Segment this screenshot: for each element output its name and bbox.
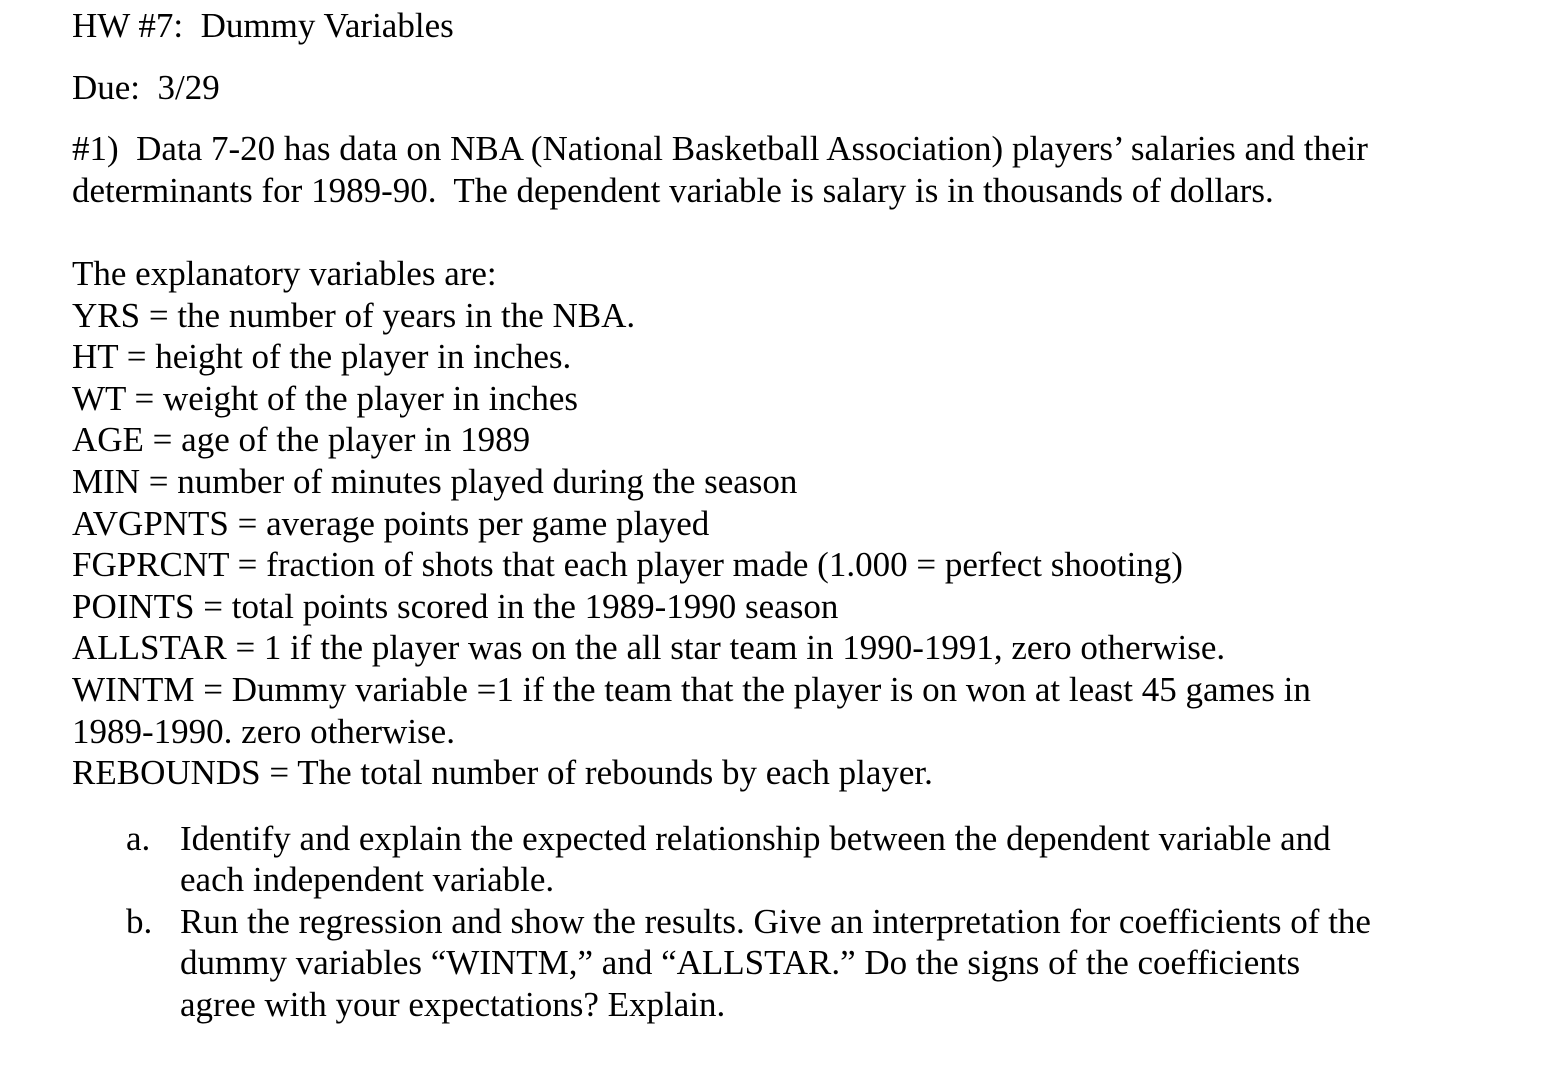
variable-item-rebounds: REBOUNDS = The total number of rebounds by each player. — [72, 753, 933, 793]
variables-list — [72, 295, 1512, 794]
question-intro: #1) Data 7-20 has data on NBA (National Basketball Association) players’ salaries and their determinants for 1989-90. The dependent variable is salary is in thousands of dollars. — [72, 129, 1377, 210]
variable-item-fgprcnt: FGPRCNT = fraction of shots that each player made (1.000 = perfect shooting) — [72, 545, 1183, 585]
variable-item-yrs: YRS = the number of years in the NBA. — [72, 295, 636, 335]
variable-item-avgpnts: AVGPNTS = average points per game played — [72, 503, 710, 543]
document-page — [72, 5, 1512, 1026]
sub-question-marker: b. — [126, 901, 153, 941]
sub-question-b — [72, 901, 1380, 1026]
variable-item-age: AGE = age of the player in 1989 — [72, 420, 531, 460]
variable-item-ht: HT = height of the player in inches. — [72, 337, 572, 377]
variables-heading: The explanatory variables are: — [72, 253, 497, 293]
homework-title: HW #7: Dummy Variables — [72, 6, 454, 45]
sub-question-text: Run the regression and show the results. Give an interpretation for coefficients of the dummy variables “WINTM,” and “ALLSTAR.” Do the signs of the coefficients agree with your expectations? Explain. — [180, 901, 1371, 1025]
sub-questions-list — [72, 818, 1512, 1026]
sub-question-a — [72, 818, 1380, 901]
paragraph-spacer — [72, 211, 1512, 253]
variable-item-allstar: ALLSTAR = 1 if the player was on the all star team in 1990-1991, zero otherwise. — [72, 628, 1226, 668]
variable-item-wintm: WINTM = Dummy variable =1 if the team that the player is on won at least 45 games in 1989-1990. zero otherwise. — [72, 669, 1311, 751]
variable-item-wt: WT = weight of the player in inches — [72, 378, 579, 418]
variable-item-points: POINTS = total points scored in the 1989-1990 season — [72, 586, 839, 626]
variable-item-min: MIN = number of minutes played during the season — [72, 461, 798, 501]
due-date: Due: 3/29 — [72, 67, 220, 107]
sub-question-text: Identify and explain the expected relationship between the dependent variable and each independent variable. — [180, 818, 1331, 900]
sub-question-marker: a. — [126, 818, 151, 858]
